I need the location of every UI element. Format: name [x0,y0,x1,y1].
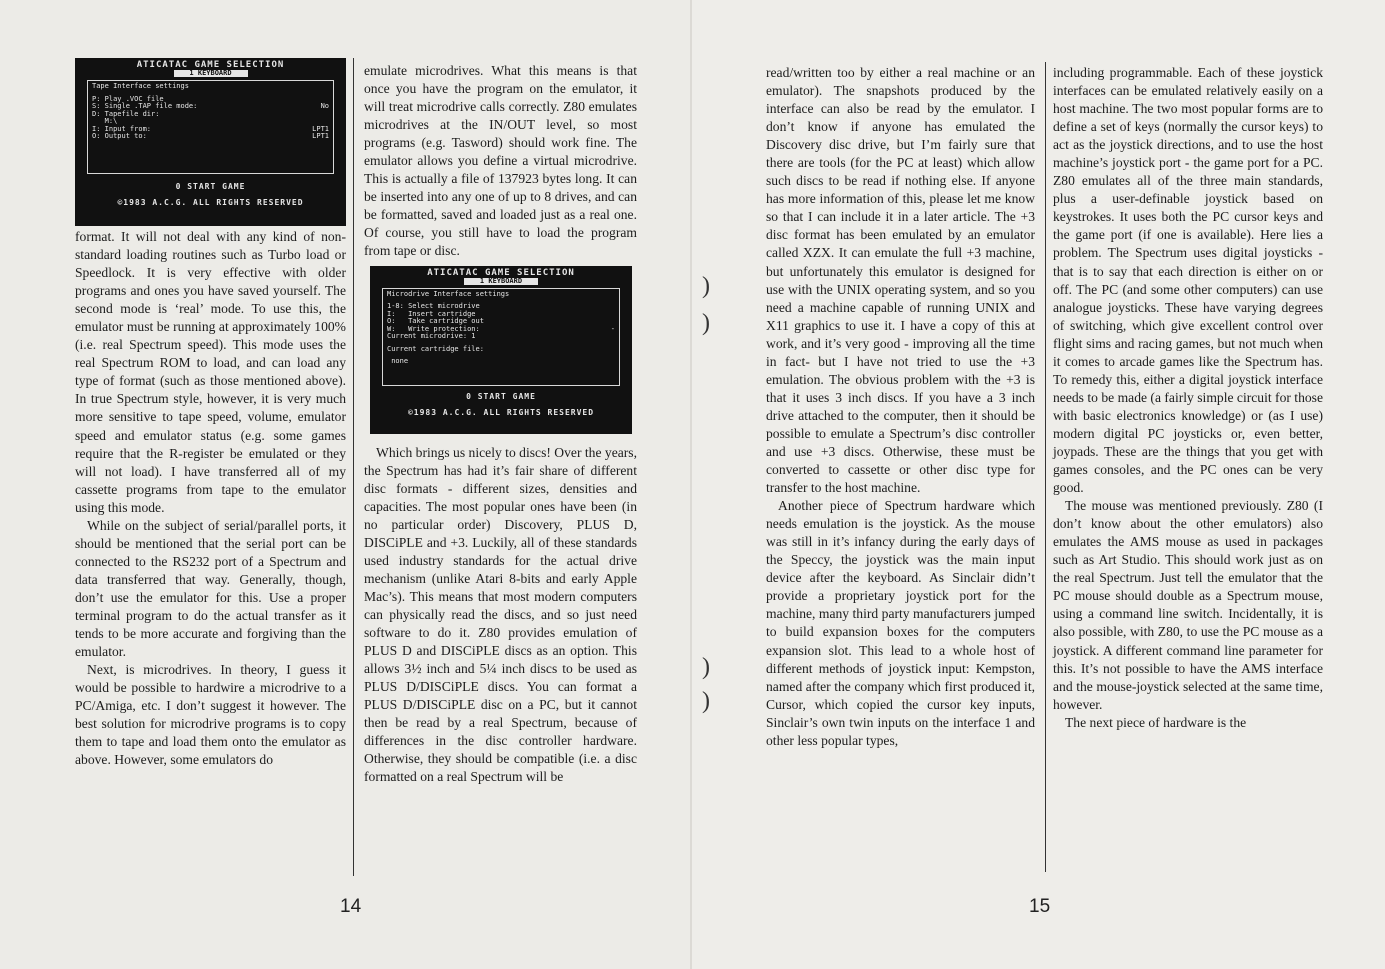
menu-line-label: S: Single .TAP file mode: [92,102,198,110]
menu-line-value: LPT1 [312,132,329,140]
screenshot-subtitle: 1 KEYBOARD [464,278,538,285]
screenshot-menu-line [387,333,615,340]
left-column-1 [75,58,346,769]
screenshot-title: ATICATAC GAME SELECTION [427,267,575,278]
paragraph: The mouse was mentioned previously. Z80 (I don’t know about the other emulators) also emulates the AMS mouse as used in packages such as Art Studio. This should work just as on the real Spectrum. Just tell the emulator that the PC mouse should double as a Spectrum mouse, using a command line switch. Incidentally, it is also possible, with Z80, to use the PC mouse as a joystick. A different command line parameter for this. It’s not possible to have the AMS interface and the mouse-joystick selected at the same time, however. [1053,498,1323,712]
screenshot-start: 0 START GAME [466,391,536,401]
menu-line-label: O: Output to: [92,132,147,140]
menu-line-label: M:\ [92,117,118,125]
menu-line-label: Current cartridge file: [387,344,484,353]
margin-mark: ) [702,688,710,714]
menu-line-value: No [320,102,329,110]
column-2-paragraph-bottom: Which brings us nicely to discs! Over the years, the Spectrum has had it’s fair share of different disc formats - different sizes, densities and capacities. The most popular ones have been (in no particular order) Discovery, PLUS D, DISCiPLE and +3. Luckily, all of these standards used industry standards for the actual drive mechanism (unlike Atari 8-bits and early Apple Mac’s). This means that most modern computers can physically read the discs, and so just need software to do it. Z80 provides emulation of PLUS D and DISCiPLE discs as an option. This allows 3½ inch and 5¼ inch discs to be used as PLUS D/DISCiPLE discs. You can format a PLUS D/DISCiPLE disc on a PC, but it cannot then be read by a real Spectrum, because of differences in the disc controller hardware. Otherwise, they should be compatible (i.e. a disc formatted on a real Spectrum will be [364,444,637,785]
column-2-paragraph-top: emulate microdrives. What this means is that once you have the program on the emulator, it will treat microdrive calls correctly. Z80 emulates microdrives at the IN/OUT level, so most programs (e.g. Tasword) should work fine. The emulator allows you define a virtual microdrive. This is actually a file of 137923 bytes long. It can be inserted into any one of up to 8 drives, and can be formatted, saved and loaded just as a real one. Of course, you still have to load the program from tape or disc. [364,63,637,259]
menu-line-value: - [610,324,615,333]
paragraph: The next piece of hardware is the [1065,714,1247,730]
screenshot-menu-line [92,111,329,118]
screenshot-menu-line [387,303,615,310]
paragraph: Next, is microdrives. In theory, I guess it would be possible to hardwire a microdrive to a PC/Amiga, etc. I don’t suggest it however. The best solution for microdrive programs is to copy them to tape and load them onto the emulator as above. However, some emulators do [75,662,346,768]
screenshot-title: ATICATAC GAME SELECTION [136,60,285,70]
screenshot-tape-settings [75,58,346,226]
menu-line-label: I: Insert cartridge [387,309,476,318]
menu-line-label: none [387,357,409,366]
screenshot-menu-line [92,103,329,110]
screenshot-menu-line [387,291,615,298]
menu-line-label: W: Write protection: [387,324,480,333]
menu-line-label: Tape Interface settings [92,82,189,90]
menu-line-value: LPT1 [312,124,329,133]
menu-line-label: O: Take cartridge out [387,317,484,326]
paragraph: While on the subject of serial/parallel ports, it should be mentioned that the serial port can be connected to the RS232 port of a Spectrum and data transferred that way. Generally, though, don’t use the emulator for this. Use a proper terminal program to do the actual transfer as it tends to be more accurate and forgiving than the emulator. [75,517,346,660]
menu-line-label: I: Input from: [92,124,152,133]
screenshot-menu-line [92,83,329,90]
left-page [0,0,692,969]
screenshot-menu-box [382,288,620,386]
menu-line-label: Microdrive Interface settings [387,289,510,298]
screenshot-menu-line [92,133,329,140]
margin-mark: ) [702,273,710,299]
left-column-1-text [75,228,346,769]
menu-line-label: P: Play .VOC file [92,94,164,103]
screenshot-menu-line [92,118,329,125]
paragraph: format. It will not deal with any kind of non-standard loading routines such as Turbo load or Speedlock. It is very effective with older programs and ones you have saved yourself. The second mode is ‘real’ mode. To use this, the emulator must be running at approximately 100% (i.e. real Spectrum speed). This mode uses the real Spectrum ROM to load, and can load any type of format (such as those mentioned above). In true Spectrum style, however, it is very much more sensitive to tape speed, volume, emulator speed and emulator status (e.g. some games require that the R-register be emulated or they will not load). I have transferred all of my cassette programs from tape to the emulator using this mode. [75,229,346,515]
screenshot-microdrive-settings [370,266,632,434]
margin-mark: ) [702,654,710,680]
screenshot-menu-line [387,318,615,325]
menu-line-label: Current microdrive: 1 [387,332,476,341]
menu-line-label: 1-8: Select microdrive [387,302,480,311]
margin-mark: ) [702,310,710,336]
screenshot-menu-line [387,346,615,353]
column-rule [353,58,354,876]
right-page [692,0,1385,969]
paragraph: including programmable. Each of these joystick interfaces can be emulated relatively easily on a host machine. The two most popular forms are to define a set of keys (normally the cursor keys) to act as the joystick directions, and to use the host machine’s joystick port - the game port for a PC. Z80 emulates all of the three main standards, plus a user-definable joystick based on keystrokes. It uses both the PC cursor keys and the game port (if one is available). Here lies a problem. The Spectrum uses digital joysticks - that is to say that each direction is either on or off. The PC (and some other computers) can use analogue joysticks. These have varying degrees of switching, which give excellent control over flight sims and racing games, but not much when it comes to arcade games like the Spectrum has. To remedy this, either a digital joystick interface needs to be made (a fairly simple circuit for those with basic electronics knowledge) or (as I use) modern digital PC joysticks or, even better, joypads. These are the things that you get with games consoles, and the PC ones can be very good. [1053,65,1323,496]
screenshot-subtitle: 1 KEYBOARD [174,70,248,77]
left-column-2 [364,62,637,786]
page-number-right: 15 [1029,896,1051,917]
screenshot-copyright: ©1983 A.C.G. ALL RIGHTS RESERVED [407,407,595,417]
paragraph: Another piece of Spectrum hardware which needs emulation is the joystick. As the mouse was still in it’s infancy during the early days of the Speccy, the joystick was the main input device after the keyboard. As Sinclair didn’t provide a proprietary joystick port for the machine, many third party manufacturers jumped to build expansion boxes for the computers expansion slot. This lead to a whole host of different methods of joystick input: Kempston, named after the company which first produced it, Cursor, which copied the cursor key inputs, Sinclair’s own twin inputs on the interface 1 and other less popular types, [766,498,1035,748]
column-rule [1045,62,1046,872]
screenshot-copyright: ©1983 A.C.G. ALL RIGHTS RESERVED [117,198,304,207]
screenshot-menu-line [387,358,615,365]
menu-line-label: D: Tapefile dir: [92,109,160,118]
page-number-left: 14 [340,896,362,917]
paragraph: read/written too by either a real machine or an emulator). The snapshots produced by the interface can also be read by the emulator. I don’t know if anyone has emulated the Discovery disc drive, but I’m fairly sure that there are tools (for the PC at least) which allow such discs to be read if nothing else. If anyone has more information of this, please let me know so that I can include it in a later article. The +3 disc format has been emulated by an emulator called XZX. It can emulate the full +3 machine, but unfortunately this emulator is designed for use with the UNIX operating system, and so you need a machine capable of running UNIX and X11 graphics to use it. I have a copy of this at work, and it’s very good - improving all the time in fact- but I have not tried to use the +3 emulation. The obvious problem with the +3 is that it uses 3 inch discs. If you have a 3 inch drive attached to the computer, then it should be possible to emulate a Spectrum’s disc controller and use +3 discs. Otherwise, these must be converted to cassette or other disc type for transfer to the host machine. [766,65,1035,496]
screenshot-start: 0 START GAME [175,182,246,191]
screenshot-menu-box [87,80,334,174]
right-column-1 [766,64,1035,750]
right-column-2 [1053,64,1323,732]
